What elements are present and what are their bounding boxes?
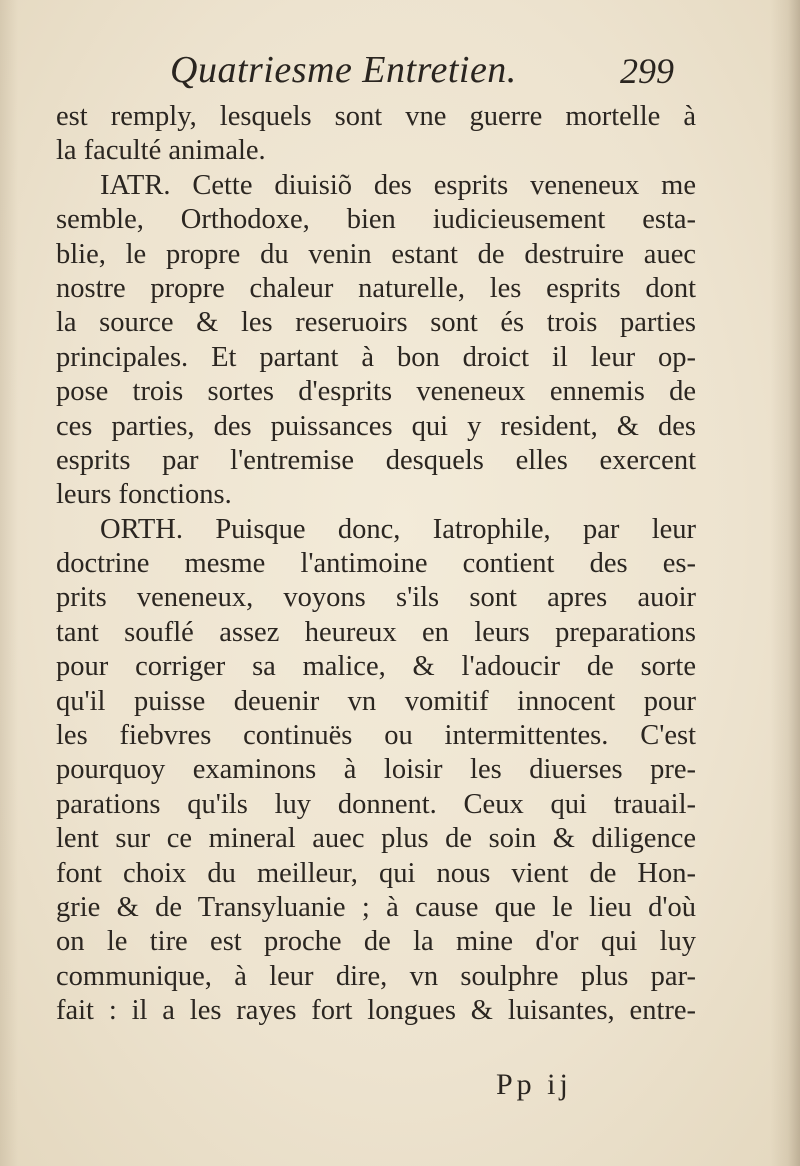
page-number: 299: [620, 51, 674, 91]
text-line: IATR. Cette diuisiõ des esprits veneneux me: [100, 169, 696, 201]
text-line: blie, le propre du venin estant de destruire auec: [56, 238, 696, 270]
text-line: on le tire est proche de la mine d'or qui luy: [56, 926, 696, 958]
text-line: la faculté animale.: [56, 135, 266, 167]
text-line: qu'il puisse deuenir vn vomitif innocent pour: [56, 685, 696, 717]
text-line: ORTH. Puisque donc, Iatrophile, par leur: [100, 513, 696, 545]
text-line: semble, Orthodoxe, bien iudicieusement esta-: [56, 204, 696, 236]
text-line: doctrine mesme l'antimoine contient des es-: [56, 548, 696, 580]
body-text: [56, 100, 696, 1029]
page-edge-shadow: [770, 0, 800, 1166]
text-line: les fiebvres continuës ou intermittentes. C'est: [56, 720, 696, 752]
text-line: grie & de Transyluanie ; à cause que le lieu d'où: [56, 891, 696, 923]
text-line: ces parties, des puissances qui y resident, & des: [56, 410, 696, 442]
text-line: lent sur ce mineral auec plus de soin & diligence: [56, 823, 696, 855]
text-line: pose trois sortes d'esprits veneneux ennemis de: [56, 376, 696, 408]
text-line: principales. Et partant à bon droict il leur op-: [56, 341, 696, 373]
text-line: pour corriger sa malice, & l'adoucir de sorte: [56, 651, 696, 683]
page-gutter-shadow: [0, 0, 18, 1166]
page-header: [0, 48, 800, 108]
text-line: tant souflé assez heureux en leurs preparations: [56, 616, 696, 648]
text-line: prits veneneux, voyons s'ils sont apres auoir: [56, 582, 696, 614]
signature-mark: Pp ij: [496, 1068, 572, 1101]
text-line: communique, à leur dire, vn soulphre plus par-: [56, 960, 696, 992]
text-line: fait : il a les rayes fort longues & luisantes, entre-: [56, 995, 696, 1027]
text-line: pourquoy examinons à loisir les diuerses pre-: [56, 754, 696, 786]
text-line: font choix du meilleur, qui nous vient de Hon-: [56, 857, 696, 889]
running-title: Quatriesme Entretien.: [170, 49, 517, 91]
text-line: esprits par l'entremise desquels elles exercent: [56, 444, 696, 476]
text-line: est remply, lesquels sont vne guerre mortelle à: [56, 101, 696, 132]
text-line: parations qu'ils luy donnent. Ceux qui trauail-: [56, 788, 696, 820]
text-line: nostre propre chaleur naturelle, les esprits dont: [56, 272, 696, 304]
text-line: la source & les reseruoirs sont és trois parties: [56, 307, 696, 339]
text-line: leurs fonctions.: [56, 479, 232, 511]
